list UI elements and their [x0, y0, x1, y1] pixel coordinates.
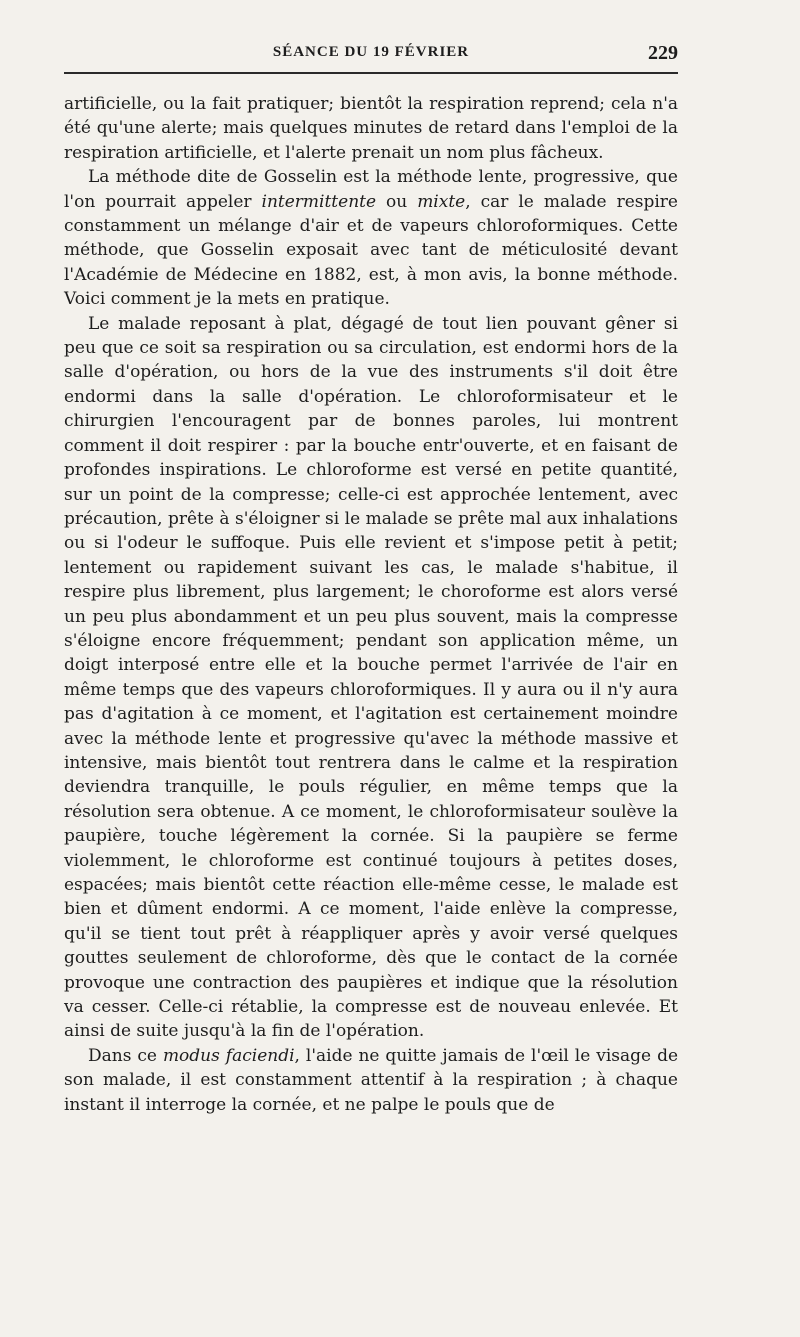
italic-text: modus faciendi: [162, 1045, 295, 1066]
text-run: Le malade reposant à plat, dégagé de tout lien pouvant gêner si peu que ce soit sa respiration ou sa circulation, est endormi hors de la salle d'opération, ou hors de la vue des instruments s'il doit être endormi dans la salle d'opération. Le chloroformisateur et le chirurgien l'encouragent par de bonnes paroles, lui montrent comment il doit respirer : par la bouche entr'ouverte, et en faisant de profondes inspirations. Le chloroforme est versé en petite quantité, sur un point de la compresse; celle-ci est approchée lentement, avec précaution, prête à s'éloigner si le malade se prête mal aux inhalations ou si l'odeur le suffoque. Puis elle revient et s'impose petit à petit; lentement ou rapidement suivant les cas, le malade s'habitue, il respire plus librement, plus largement; le choroforme est alors versé un peu plus abondamment et un peu plus souvent, mais la compresse s'éloigne encore fréquemment; pendant son application même, un doigt interposé entre elle et la bouche permet l'arrivée de l'air en même temps que des vapeurs chloroformiques. Il y aura ou il n'y aura pas d'agitation à ce moment, et l'agitation est certainement moindre avec la méthode lente et progressive qu'avec la méthode massive et intensive, mais bientôt tout rentrera dans le calme et la respiration deviendra tranquille, le pouls régulier, en même temps que la résolution sera obtenue. A ce moment, le chloroformisateur soulève la paupière, touche légèrement la cornée. Si la paupière se ferme violemment, le chloroforme est continué toujours à petites doses, espacées; mais bientôt cette réaction elle-même cesse, le malade est bien et dûment endormi. A ce moment, l'aide enlève la compresse, qu'il se tient tout prêt à réappliquer après y avoir versé quelques gouttes seulement de chloroforme, dès que le contact de la cornée provoque une contraction des paupières et indique que la résolution va cesser. Celle-ci rétablie, la compresse est de nouveau enlevée. Et ainsi de suite jusqu'à la fin de l'opération.: [64, 313, 678, 1042]
italic-text: mixte: [417, 191, 466, 212]
body-text: [64, 92, 678, 1117]
text-run: Dans ce: [88, 1045, 163, 1066]
paragraph: [64, 92, 678, 165]
paragraph: [64, 312, 678, 1044]
paragraph: [64, 1044, 678, 1117]
text-run: , car le malade respire constamment un mélange d'air et de vapeurs chloroformiques. Cette méthode, que Gosselin exposait avec tant de méticulosité devant l'Académie de Médecine en 1882, est, à mon avis, la bonne méthode. Voici comment je la mets en pratique.: [64, 191, 678, 310]
paragraph: [64, 165, 678, 311]
text-run: , l'aide ne quitte jamais de l'œil le visage de son malade, il est constamment attentif à la respiration ; à chaque instant il interroge la cornée, et ne palpe le pouls que de: [64, 1045, 679, 1115]
running-head: SÉANCE DU 19 FÉVRIER: [272, 44, 470, 60]
page-header: [64, 38, 678, 74]
page-number: 229: [648, 42, 678, 64]
book-page: [64, 38, 678, 1117]
text-run: La méthode dite de Gosselin est la méthode lente, progressive, que l'on pourrait appeler: [64, 167, 678, 212]
text-run: artificielle, ou la fait pratiquer; bientôt la respiration reprend; cela n'a été qu'une alerte; mais quelques minutes de retard dans l'emploi de la respiration artificielle, et l'alerte prenait un nom plus fâcheux.: [64, 94, 678, 163]
italic-text: intermittente: [261, 191, 377, 212]
text-run: ou: [376, 191, 418, 212]
